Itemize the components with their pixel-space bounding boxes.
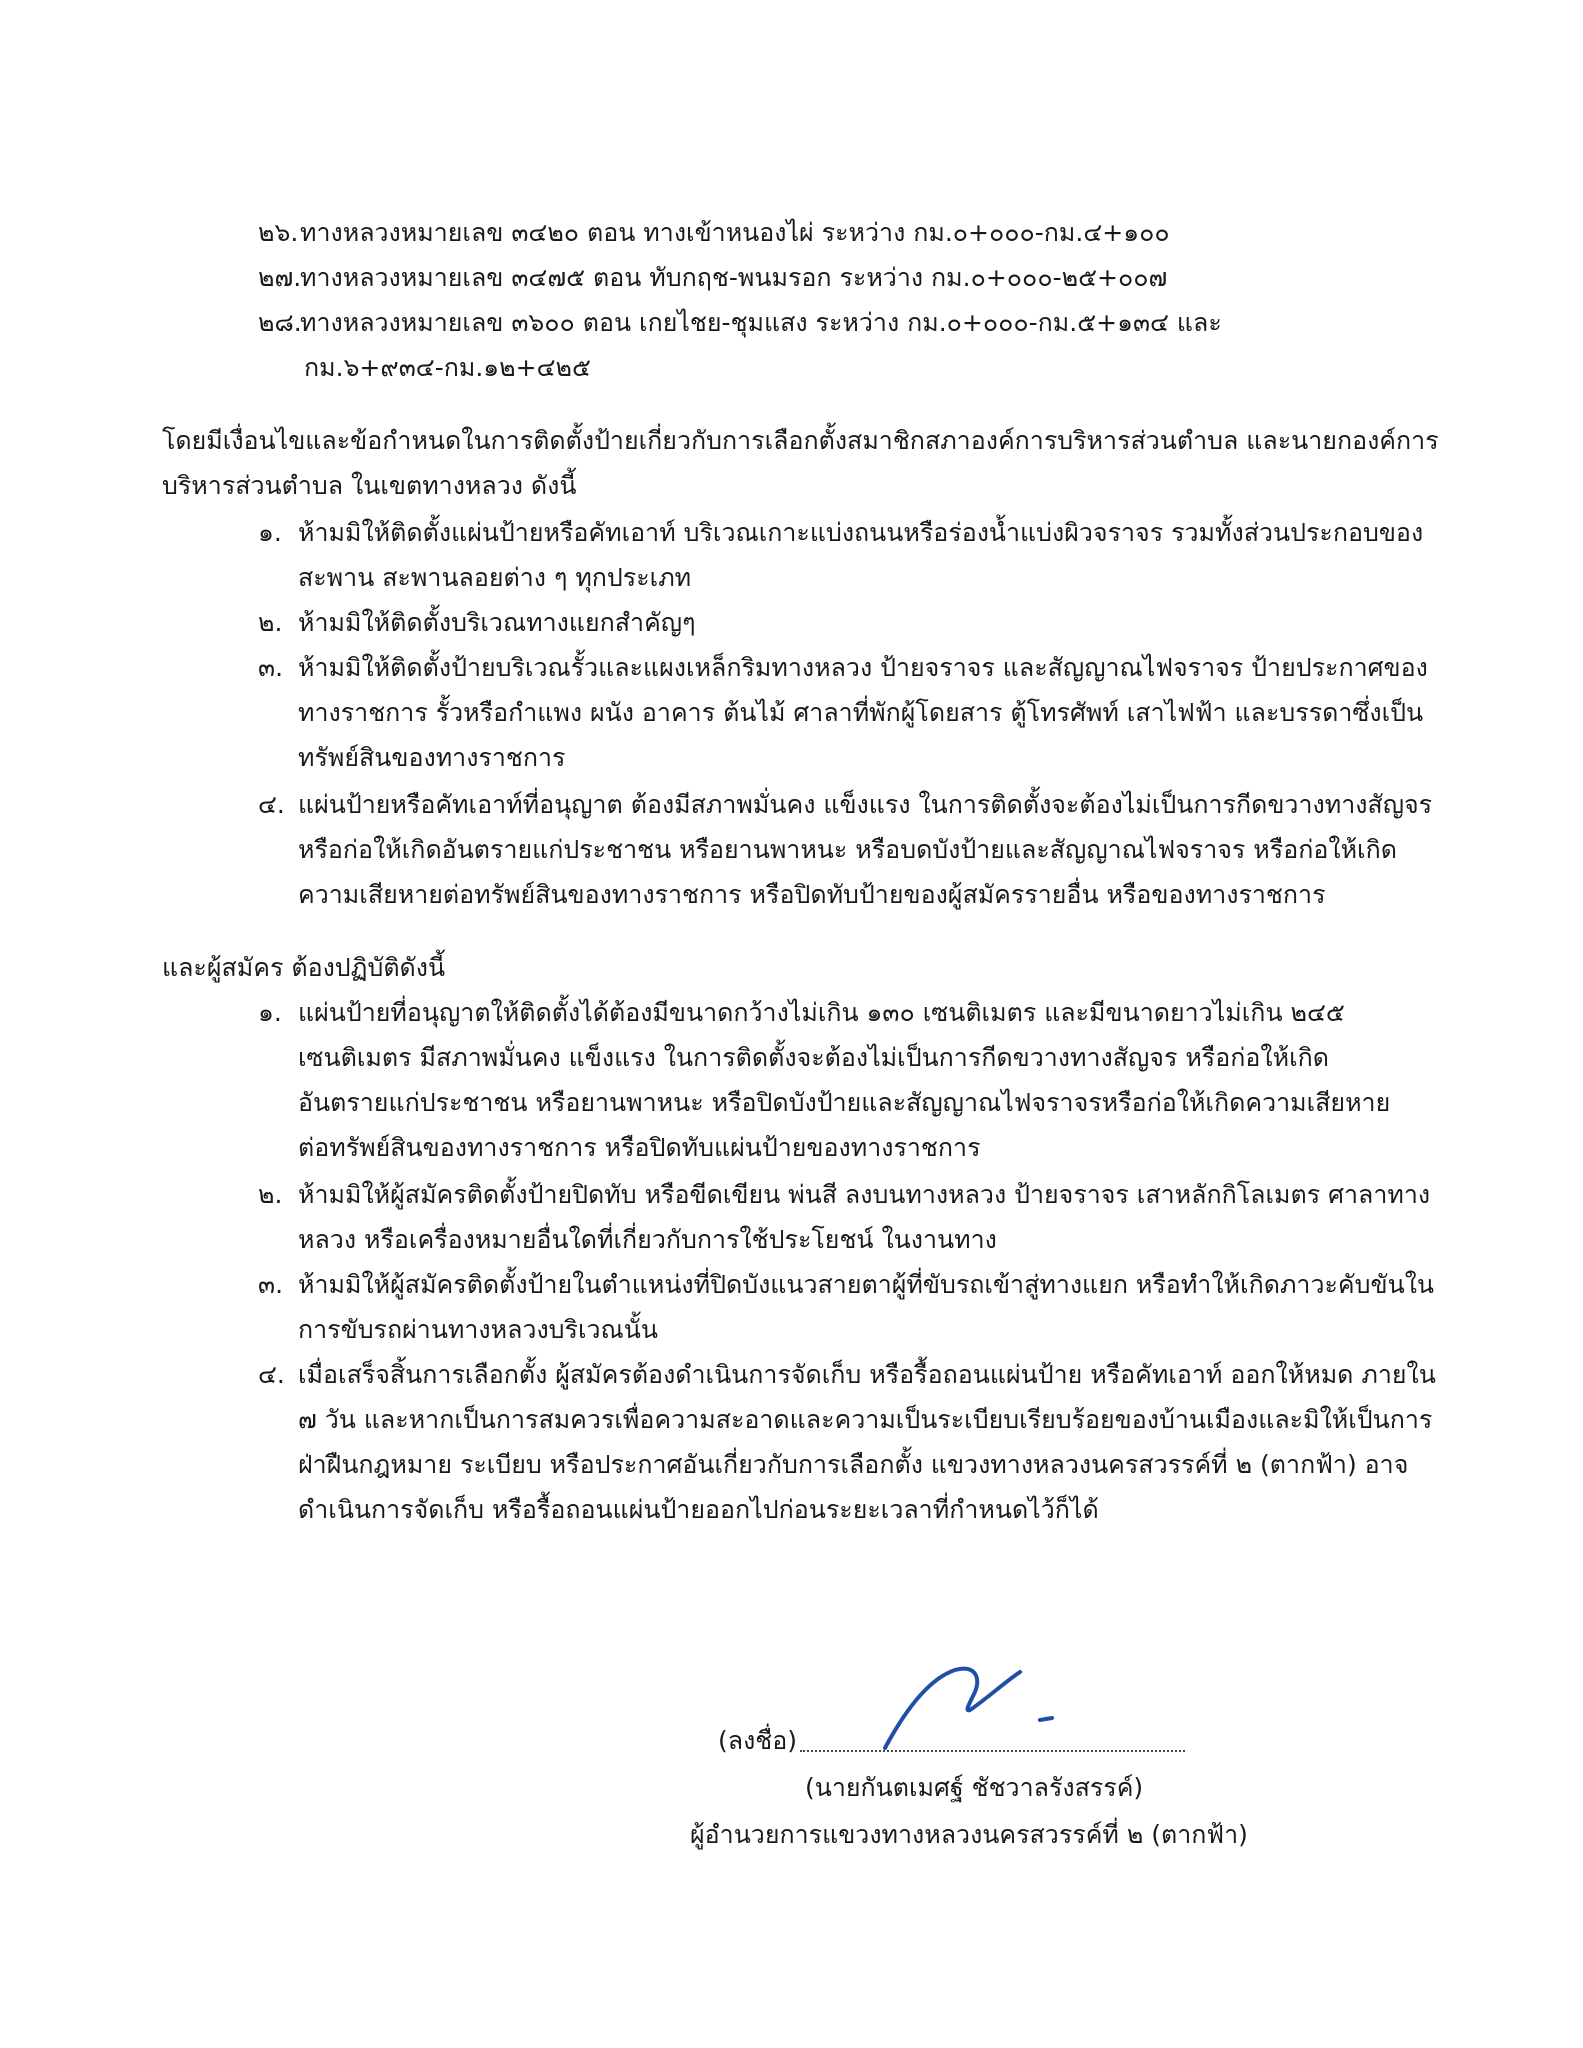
condition-item [258,655,1428,680]
route-text: ทางหลวงหมายเลข ๓๔๒๐ ตอน ทางเข้าหนองไผ่ ระหว่าง กม.๐+๐๐๐-กม.๔+๑๐๐ [300,218,1170,247]
handwritten-signature [870,1660,1080,1755]
candidate-number: ๒. [258,1180,283,1209]
candidate-item [258,1182,1430,1207]
conditions-intro: บริหารส่วนตำบล ในเขตทางหลวง ดังนี้ [162,471,577,500]
candidate-number: ๑. [258,998,282,1027]
route-item [258,310,1222,335]
candidates-intro: และผู้สมัคร ต้องปฏิบัติดังนี้ [162,953,446,982]
condition-text: ห้ามมิให้ติดตั้งป้ายบริเวณรั้วและแผงเหล็กริมทางหลวง ป้ายจราจร และสัญญาณไฟจราจร ป้ายประกาศของ [298,653,1428,682]
condition-text: แผ่นป้ายหรือคัทเอาท์ที่อนุญาต ต้องมีสภาพมั่นคง แข็งแรง ในการติดตั้งจะต้องไม่เป็นการกีดขวางทางสัญจร [298,790,1433,819]
candidate-text: ฝ่าฝืนกฎหมาย ระเบียบ หรือประกาศอันเกี่ยวกับการเลือกตั้ง แขวงทางหลวงนครสวรรค์ที่ ๒ (ตากฟ้า) อาจ [298,1450,1409,1479]
condition-text: สะพาน สะพานลอยต่าง ๆ ทุกประเภท [298,563,692,592]
route-number: ๒๖. [258,218,299,247]
candidate-text: แผ่นป้ายที่อนุญาตให้ติดตั้งได้ต้องมีขนาดกว้างไม่เกิน ๑๓๐ เซนติเมตร และมีขนาดยาวไม่เกิน ๒๔๕ [298,998,1345,1027]
conditions-intro: โดยมีเงื่อนไขและข้อกำหนดในการติดตั้งป้ายเกี่ยวกับการเลือกตั้งสมาชิกสภาองค์การบริหารส่วนตำบล และนายกองค์การ [162,426,1439,455]
condition-number: ๑. [258,518,282,547]
route-text: ทางหลวงหมายเลข ๓๔๗๕ ตอน ทับกฤช-พนมรอก ระหว่าง กม.๐+๐๐๐-๒๕+๐๐๗ [300,263,1168,292]
route-number: ๒๘. [258,308,302,337]
candidate-text: ดำเนินการจัดเก็บ หรือรื้อถอนแผ่นป้ายออกไปก่อนระยะเวลาที่กำหนดไว้ก็ได้ [298,1495,1099,1524]
candidate-item [258,1272,1434,1297]
condition-number: ๔. [258,790,285,819]
signature-label: (ลงชื่อ) [718,1726,798,1755]
candidate-text: ๗ วัน และหากเป็นการสมควรเพื่อความสะอาดและความเป็นระเบียบเรียบร้อยของบ้านเมืองและมิให้เป็นการ [298,1405,1433,1434]
condition-text: ห้ามมิให้ติดตั้งแผ่นป้ายหรือคัทเอาท์ บริเวณเกาะแบ่งถนนหรือร่องน้ำแบ่งผิวจราจร รวมทั้งส่วนประกอบของ [298,518,1424,547]
candidate-number: ๔. [258,1360,285,1389]
candidate-text: เซนติเมตร มีสภาพมั่นคง แข็งแรง ในการติดตั้งจะต้องไม่เป็นการกีดขวางทางสัญจร หรือก่อให้เกิด [298,1043,1329,1072]
condition-number: ๓. [258,653,284,682]
route-number: ๒๗. [258,263,302,292]
signer-position: ผู้อำนวยการแขวงทางหลวงนครสวรรค์ที่ ๒ (ตากฟ้า) [690,1820,1248,1849]
candidate-number: ๓. [258,1270,284,1299]
route-text: ทางหลวงหมายเลข ๓๖๐๐ ตอน เกยไชย-ชุมแสง ระหว่าง กม.๐+๐๐๐-กม.๕+๑๓๔ และ [300,308,1222,337]
condition-number: ๒. [258,608,283,637]
signer-name: (นายกันตเมศฐ์ ชัชวาลรังสรรค์) [805,1773,1144,1802]
condition-text: ทรัพย์สินของทางราชการ [298,743,566,772]
candidate-text: ต่อทรัพย์สินของทางราชการ หรือปิดทับแผ่นป้ายของทางราชการ [298,1133,981,1162]
condition-item [258,792,1432,817]
condition-text: หรือก่อให้เกิดอันตรายแก่ประชาชน หรือยานพาหนะ หรือบดบังป้ายและสัญญาณไฟจราจร หรือก่อให้เกิด [298,835,1397,864]
candidate-text: อันตรายแก่ประชาชน หรือยานพาหนะ หรือปิดบังป้ายและสัญญาณไฟจราจรหรือก่อให้เกิดความเสียหาย [298,1088,1391,1117]
condition-text: ห้ามมิให้ติดตั้งบริเวณทางแยกสำคัญๆ [298,608,696,637]
candidate-item [258,1362,1436,1387]
condition-text: ความเสียหายต่อทรัพย์สินของทางราชการ หรือปิดทับป้ายของผู้สมัครรายอื่น หรือของทางราชการ [298,880,1326,909]
signature-line [800,1750,1185,1752]
condition-item [258,610,696,635]
route-item [258,220,1170,245]
candidate-text: ห้ามมิให้ผู้สมัครติดตั้งป้ายปิดทับ หรือขีดเขียน พ่นสี ลงบนทางหลวง ป้ายจราจร เสาหลักกิโลเมตร ศาลาทาง [298,1180,1431,1209]
candidate-text: หลวง หรือเครื่องหมายอื่นใดที่เกี่ยวกับการใช้ประโยชน์ ในงานทาง [298,1225,997,1254]
route-item [258,265,1167,290]
condition-item [258,520,1423,545]
candidate-text: เมื่อเสร็จสิ้นการเลือกตั้ง ผู้สมัครต้องดำเนินการจัดเก็บ หรือรื้อถอนแผ่นป้าย หรือคัทเอาท์ ออกให้หมด ภายใน [298,1360,1436,1389]
candidate-text: การขับรถผ่านทางหลวงบริเวณนั้น [298,1315,658,1344]
route-text-continued: กม.๖+๙๓๔-กม.๑๒+๔๒๕ [304,353,591,382]
candidate-text: ห้ามมิให้ผู้สมัครติดตั้งป้ายในตำแหน่งที่ปิดบังแนวสายตาผู้ที่ขับรถเข้าสู่ทางแยก หรือทำให้เกิดภาวะคับขันใน [298,1270,1434,1299]
condition-text: ทางราชการ รั้วหรือกำแพง ผนัง อาคาร ต้นไม้ ศาลาที่พักผู้โดยสาร ตู้โทรศัพท์ เสาไฟฟ้า และบรรดาซึ่งเป็น [298,698,1424,727]
candidate-item [258,1000,1345,1025]
